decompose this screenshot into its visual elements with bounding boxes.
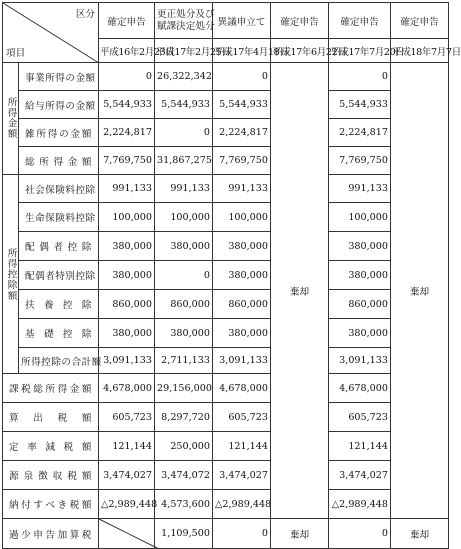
cell-value: 3,474,027 [99, 461, 155, 490]
cell-value: 991,133 [155, 175, 213, 203]
cell-value: 5,544,933 [155, 91, 213, 119]
col-header-2-line1: 更正処分及び [157, 9, 215, 21]
row-label: 源泉徴収税額 [3, 461, 99, 490]
table-row [3, 319, 449, 348]
cell-value: 605,723 [213, 403, 271, 432]
cell-value: 2,711,133 [155, 348, 213, 374]
col-header-6: 確定申告 [391, 3, 449, 39]
col-header-1: 確定申告 [99, 3, 155, 39]
corner-label-category: 区分 [75, 9, 95, 20]
cell-value: 5,544,933 [329, 91, 391, 119]
cell-value: 380,000 [213, 319, 271, 348]
row-label: 社会保険料控除 [19, 175, 99, 203]
cell-value: 4,573,600 [155, 490, 213, 519]
cell-value: 100,000 [99, 203, 155, 232]
cell-value: △2,989,448 [213, 490, 271, 519]
row-label: 総所得金額 [19, 147, 99, 175]
cell-value: 29,156,000 [155, 374, 213, 403]
cell-value: 2,224,817 [99, 119, 155, 147]
cell-value: 860,000 [329, 290, 391, 319]
header-corner-cell [3, 3, 99, 63]
cell-value-dismissed: 棄却 [391, 519, 449, 549]
table-row [3, 403, 449, 432]
cell-value: 2,224,817 [329, 119, 391, 147]
cell-value: 380,000 [99, 232, 155, 261]
row-label: 過少申告加算税 [3, 519, 99, 549]
cell-value: 3,474,027 [329, 461, 391, 490]
col-header-4: 確定申告 [271, 3, 329, 39]
cell-value: 3,474,027 [213, 461, 271, 490]
table-row [3, 119, 449, 147]
table-row [3, 490, 449, 519]
group-label-deduction: 所得控除額 [3, 175, 19, 374]
diagonal-line [99, 519, 159, 549]
cell-value: 121,144 [329, 432, 391, 461]
cell-value: 860,000 [155, 290, 213, 319]
merged-cell-dismissed-col6: 棄却 [391, 63, 449, 519]
table-row [3, 63, 449, 91]
cell-value: 7,769,750 [329, 147, 391, 175]
cell-value: 0 [155, 261, 213, 290]
row-label: 納付すべき税額 [3, 490, 99, 519]
cell-value: 0 [213, 519, 271, 549]
cell-value: 380,000 [99, 319, 155, 348]
table-row [3, 147, 449, 175]
cell-value: 3,091,133 [213, 348, 271, 374]
cell-value: 26,322,342 [155, 63, 213, 91]
cell-value-dismissed: 棄却 [271, 519, 329, 549]
group-label-income: 所得金額 [3, 63, 19, 175]
table-row [3, 374, 449, 403]
cell-value: 7,769,750 [213, 147, 271, 175]
cell-value: 4,678,000 [99, 374, 155, 403]
cell-value: 4,678,000 [329, 374, 391, 403]
col-date-5: 平成17年7月20日 [329, 39, 391, 63]
table-row [3, 519, 449, 549]
table-row [3, 348, 449, 374]
cell-value: 380,000 [155, 232, 213, 261]
row-label: 雑所得の金額 [19, 119, 99, 147]
cell-value: 380,000 [329, 232, 391, 261]
tax-table [2, 2, 461, 549]
col-header-5: 確定申告 [329, 3, 391, 39]
cell-value: 380,000 [213, 261, 271, 290]
row-label: 課税総所得金額 [3, 374, 99, 403]
col-header-2-line2: 賦課決定処分 [157, 20, 215, 32]
cell-value: 121,144 [213, 432, 271, 461]
cell-value: 7,769,750 [99, 147, 155, 175]
cell-value: 860,000 [99, 290, 155, 319]
cell-value: 100,000 [155, 203, 213, 232]
cell-value: 5,544,933 [99, 91, 155, 119]
cell-value: 991,133 [329, 175, 391, 203]
cell-value: △2,989,448 [329, 490, 391, 519]
row-label: 配偶者特別控除 [19, 261, 99, 290]
cell-value: 100,000 [329, 203, 391, 232]
table-row [3, 232, 449, 261]
cell-value: 0 [329, 63, 391, 91]
row-label: 生命保険料控除 [19, 203, 99, 232]
cell-value: 3,091,133 [329, 348, 391, 374]
col-date-3: 平成17年4月18日 [213, 39, 271, 63]
row-label: 所得控除の合計額 [19, 348, 99, 374]
row-label: 算出税額 [3, 403, 99, 432]
cell-value: 991,133 [213, 175, 271, 203]
table-row [3, 290, 449, 319]
col-date-1: 平成16年2月23日 [99, 39, 155, 63]
cell-value: 0 [155, 119, 213, 147]
header-row-titles [3, 3, 449, 39]
cell-value: 991,133 [99, 175, 155, 203]
cell-value: 0 [213, 63, 271, 91]
table-row [3, 461, 449, 490]
col-date-6: 平成18年7月7日 [391, 39, 449, 63]
cell-value: 380,000 [329, 319, 391, 348]
row-label: 配偶者控除 [19, 232, 99, 261]
cell-value: △2,989,448 [99, 490, 155, 519]
cell-value: 3,091,133 [99, 348, 155, 374]
table-row [3, 261, 449, 290]
cell-value: 380,000 [213, 232, 271, 261]
table-row [3, 203, 449, 232]
corner-label-item: 項目 [6, 48, 26, 59]
col-header-3: 異議申立て [213, 3, 271, 39]
cell-value: 3,474,072 [155, 461, 213, 490]
empty-diagonal-cell [99, 519, 155, 549]
row-label: 扶養控除 [19, 290, 99, 319]
table-row [3, 432, 449, 461]
cell-value: 2,224,817 [213, 119, 271, 147]
col-header-2 [155, 3, 213, 39]
col-date-4: 平成17年6月22日 [271, 39, 329, 63]
row-label: 給与所得の金額 [19, 91, 99, 119]
cell-value: 380,000 [155, 319, 213, 348]
cell-value: 31,867,275 [155, 147, 213, 175]
merged-cell-dismissed-col4: 棄却 [271, 63, 329, 519]
cell-value: 4,678,000 [213, 374, 271, 403]
cell-value: 0 [329, 519, 391, 549]
row-label: 定率減税額 [3, 432, 99, 461]
row-label: 基礎控除 [19, 319, 99, 348]
row-label: 事業所得の金額 [19, 63, 99, 91]
cell-value: 605,723 [329, 403, 391, 432]
cell-value: 860,000 [213, 290, 271, 319]
cell-value: 0 [99, 63, 155, 91]
cell-value: 8,297,720 [155, 403, 213, 432]
col-date-2: 平成17年2月25日 [155, 39, 213, 63]
cell-value: 100,000 [213, 203, 271, 232]
cell-value: 250,000 [155, 432, 213, 461]
cell-value: 605,723 [99, 403, 155, 432]
cell-value: 121,144 [99, 432, 155, 461]
table-row [3, 91, 449, 119]
table-row [3, 175, 449, 203]
cell-value: 380,000 [99, 261, 155, 290]
cell-value: 5,544,933 [213, 91, 271, 119]
cell-value: 380,000 [329, 261, 391, 290]
cell-value: 1,109,500 [155, 519, 213, 549]
